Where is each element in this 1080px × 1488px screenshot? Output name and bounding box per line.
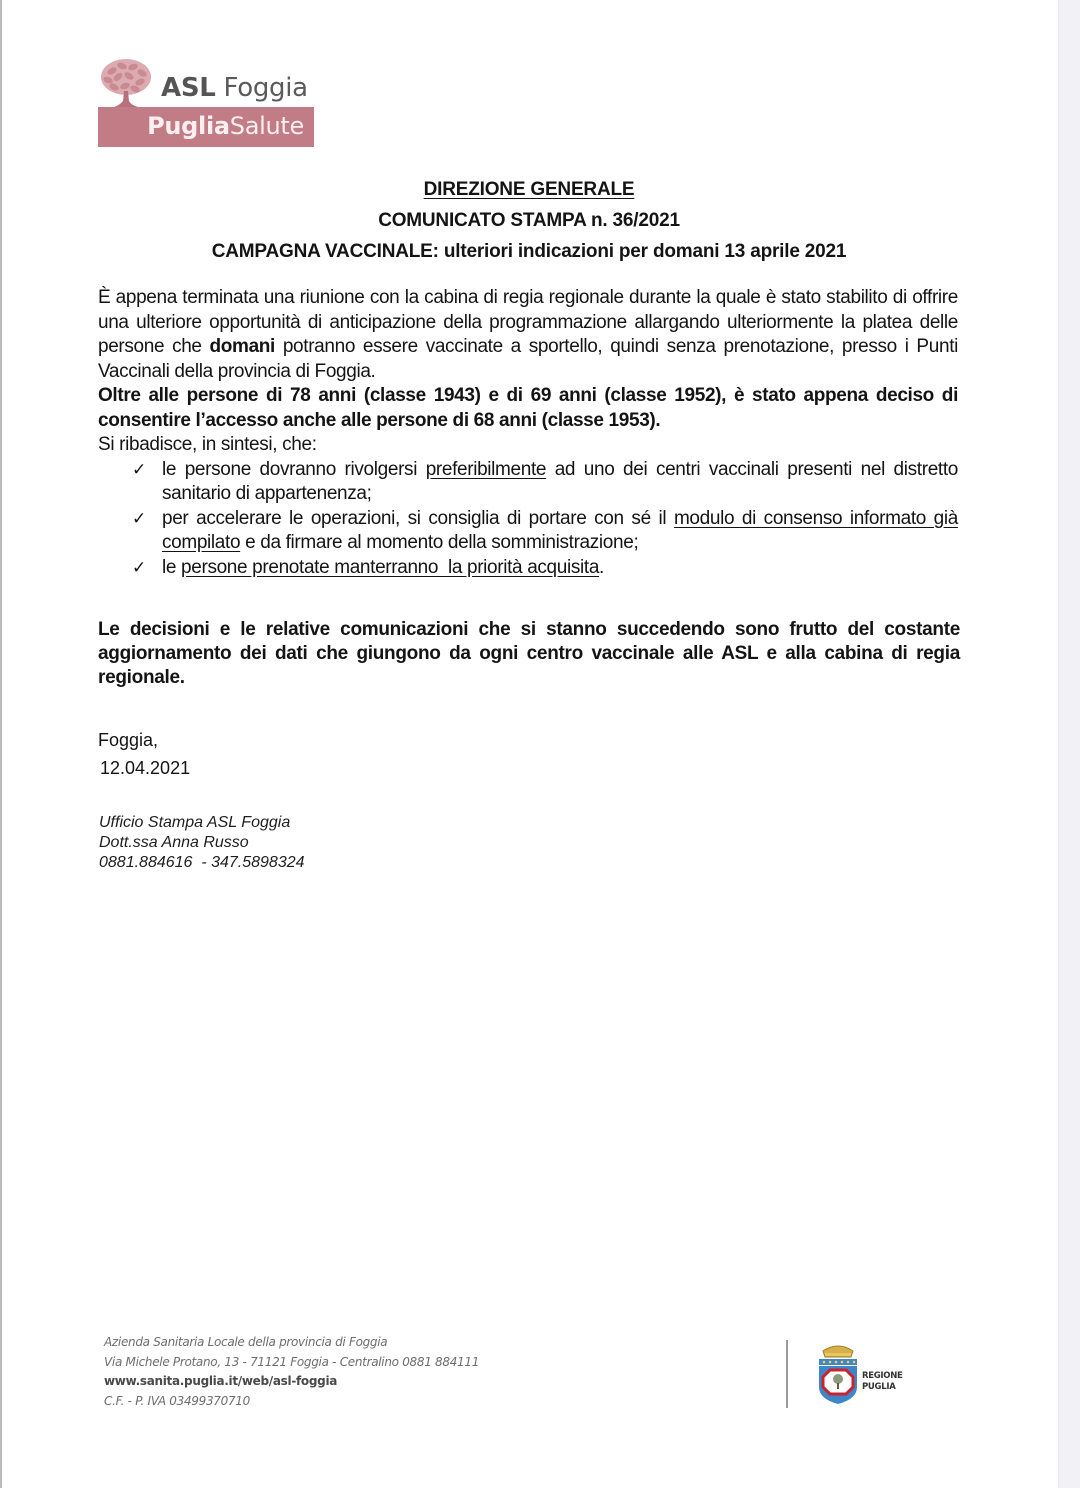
checkmark-icon: ✓	[132, 459, 146, 479]
list-item-underlined: persone prenotate manterranno la priorità acquisita	[181, 556, 600, 578]
viewer-scroll-gutter	[1058, 0, 1080, 1488]
logo-band	[98, 107, 314, 147]
checkmark-icon: ✓	[132, 508, 146, 528]
checkmark-icon: ✓	[132, 557, 146, 577]
page-left-border	[0, 0, 2, 1488]
list-item-text: le persone dovranno rivolgersi	[162, 458, 426, 480]
logo-band-text	[147, 112, 304, 140]
footer-divider	[786, 1340, 788, 1408]
paragraph-closing: Le decisioni e le relative comunicazioni che si stanno succedendo sono frutto del costante aggiornamento dei dati che giungono da ogni centro vaccinale alle ASL e alla cabina di regia regionale.	[98, 619, 960, 688]
paragraph-announcement-emphasis: domani	[209, 336, 275, 357]
paragraph-eligibility: Oltre alle persone di 78 anni (classe 1943) e di 69 anni (classe 1952), è stato appena deciso di consentire l’accesso anche alle persone di 68 anni (classe 1953).	[98, 385, 958, 431]
region-label-line2: PUGLIA	[862, 1382, 896, 1392]
heading-subject-bold: CAMPAGNA VACCINALE:	[211, 241, 439, 262]
logo-name	[161, 73, 308, 103]
footer-website-link[interactable]: www.sanita.puglia.it/web/asl-foggia	[104, 1374, 338, 1388]
list-item-text: e da firmare al momento della somministrazione;	[240, 532, 639, 553]
logo-band-bold: Puglia	[147, 112, 230, 140]
footer-organization: Azienda Sanitaria Locale della provincia di Foggia	[104, 1335, 388, 1349]
document-body	[98, 286, 958, 580]
list-item-underlined: modulo di consenso informato già compilato	[162, 507, 958, 553]
footer-address	[104, 1333, 479, 1411]
footer-street-address: Via Michele Protano, 13 - 71121 Foggia - Centralino 0881 884111	[104, 1354, 480, 1369]
press-office-signature	[99, 813, 305, 873]
heading-subject	[98, 236, 960, 267]
regione-puglia-label	[862, 1371, 903, 1393]
list-item-underlined: preferibilmente	[425, 458, 547, 480]
logo-name-bold: ASL	[161, 73, 216, 103]
press-office-name: Ufficio Stampa ASL Foggia	[99, 814, 291, 831]
footer-tax-code: C.F. - P. IVA 03499370710	[104, 1393, 250, 1408]
list-item	[132, 556, 958, 581]
summary-list	[98, 458, 958, 581]
heading-subject-rest: ulteriori indicazioni per domani 13 aprile 2021	[438, 241, 847, 262]
summary-intro: Si ribadisce, in sintesi, che:	[98, 434, 317, 455]
logo-name-rest: Foggia	[223, 73, 308, 103]
heading-press-release-number: COMUNICATO STAMPA n. 36/2021	[378, 210, 680, 231]
document-heading	[98, 174, 960, 267]
heading-department: DIREZIONE GENERALE	[423, 179, 635, 200]
regione-puglia-coat-of-arms-icon	[815, 1341, 861, 1405]
press-phone-numbers: 0881.884616 - 347.5898324	[99, 854, 305, 871]
tree-icon	[98, 57, 154, 109]
list-item	[132, 458, 958, 507]
paragraph-announcement	[98, 286, 958, 384]
logo-band-rest: Salute	[229, 112, 304, 140]
list-item	[132, 507, 958, 556]
paragraph-announcement-part2: potranno essere vaccinate a sportello, quindi senza prenotazione, presso i Punti Vaccinali della provincia di Foggia.	[98, 336, 958, 382]
asl-foggia-logo	[98, 57, 318, 149]
date: 12.04.2021	[100, 758, 191, 778]
region-label-line1: REGIONE	[862, 1371, 903, 1381]
list-item-text: per accelerare le operazioni, si consiglia di portare con sé il	[162, 507, 674, 529]
list-item-text: le	[162, 556, 182, 578]
list-item-text: .	[599, 556, 604, 578]
paragraph-announcement-part1: È appena terminata una riunione con la cabina di regia regionale durante la quale è stato stabilito di offrire una ulteriore opportunità di anticipazione della programmazione allargando ulteriormente la platea delle persone che	[98, 287, 958, 357]
place-and-date	[98, 726, 190, 782]
press-contact-person: Dott.ssa Anna Russo	[99, 834, 249, 851]
place: Foggia,	[98, 730, 159, 750]
list-item-text: ad uno dei centri vaccinali presenti nel distretto sanitario di appartenenza;	[162, 458, 958, 504]
